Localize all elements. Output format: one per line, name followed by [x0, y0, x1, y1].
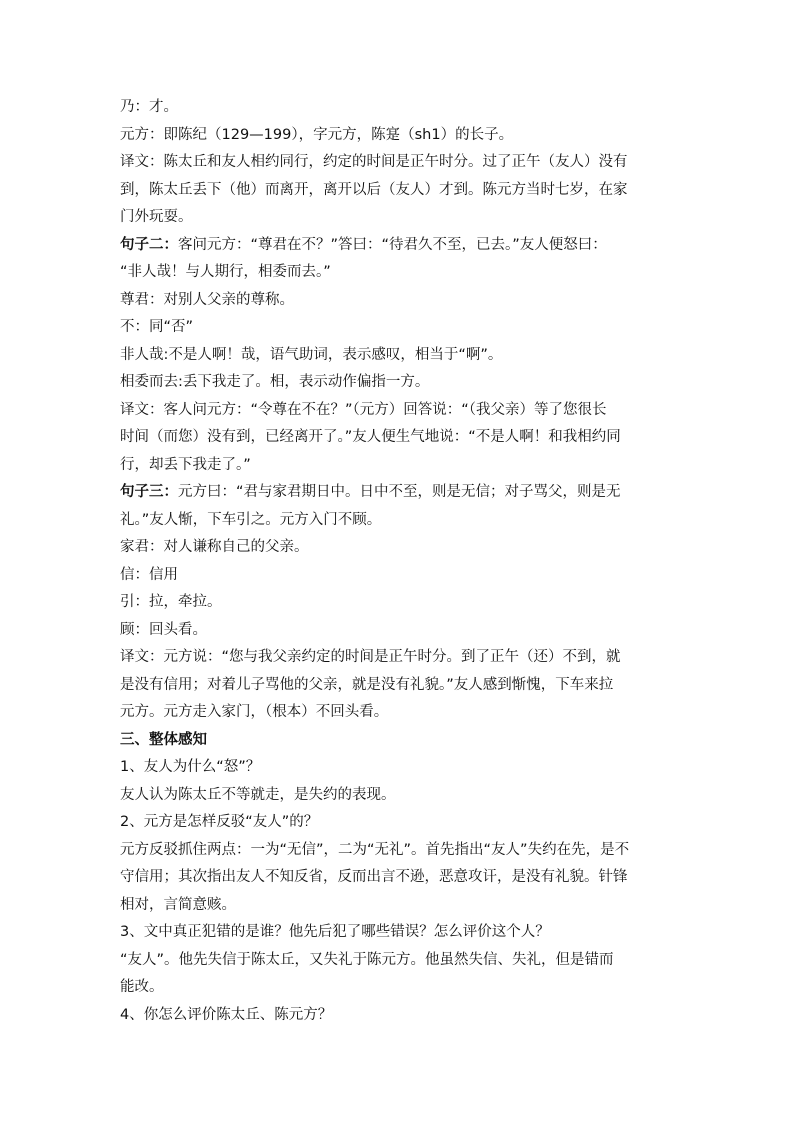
- section-heading: 三、整体感知: [120, 731, 207, 748]
- text-line: [120, 644, 680, 672]
- text-line: [120, 287, 680, 315]
- text-line: [120, 149, 680, 177]
- text-line: [120, 479, 680, 507]
- text-line: [120, 672, 680, 700]
- text-line: [120, 974, 680, 1002]
- line-text: 客问元方：“尊君在不？”答曰：“待君久不至，已去。”友人便怒曰：: [178, 236, 607, 253]
- text-line: [120, 369, 680, 397]
- text-line: [120, 727, 680, 755]
- sentence-heading: 句子三：: [120, 484, 178, 500]
- text-line: [120, 1002, 680, 1030]
- line-text: 相对，言简意赅。: [120, 896, 236, 913]
- line-text: 4、你怎么评价陈太丘、陈元方？: [120, 1006, 333, 1023]
- line-text: 译文：客人问元方：“令尊在不在？”（元方）回答说：“（我父亲）等了您很长: [120, 401, 607, 418]
- line-text: 时间（而您）没有到，已经离开了。”友人便生气地说：“不是人啊！和我相约同: [120, 429, 621, 445]
- text-line: [120, 534, 680, 562]
- line-text: 译文：陈太丘和友人相约同行，约定的时间是正午时分。过了正午（友人）没有: [120, 154, 628, 170]
- text-line: [120, 397, 680, 425]
- text-line: [120, 562, 680, 590]
- line-text: 尊君：对别人父亲的尊称。: [120, 291, 294, 308]
- line-text: 礼。”友人惭，下车引之。元方入门不顾。: [120, 511, 382, 528]
- line-text: 相委而去:丢下我走了。相，表示动作偏指一方。: [120, 374, 430, 390]
- text-line: [120, 259, 680, 287]
- text-line: [120, 204, 680, 232]
- text-line: [120, 507, 680, 535]
- text-line: [120, 892, 680, 920]
- text-line: [120, 837, 680, 865]
- line-text: 能改。: [120, 979, 164, 995]
- text-line: [120, 782, 680, 810]
- text-line: [120, 177, 680, 205]
- line-text: 信：信用: [120, 566, 178, 583]
- line-text: “非人哉！与人期行，相委而去。”: [120, 264, 331, 280]
- text-line: [120, 589, 680, 617]
- text-line: [120, 452, 680, 480]
- line-text: 家君：对人谦称自己的父亲。: [120, 539, 309, 555]
- line-text: 友人认为陈太丘不等就走，是失约的表现。: [120, 786, 396, 803]
- line-text: 是没有信用；对着儿子骂他的父亲，就是没有礼貌。”友人感到惭愧，下车来拉: [120, 676, 614, 693]
- line-text: 守信用；其次指出友人不知反省，反而出言不逊，恶意攻讦，是没有礼貌。针锋: [120, 869, 628, 885]
- line-text: 元方曰：“君与家君期日中。日中不至，则是无信；对子骂父，则是无: [178, 484, 621, 500]
- text-line: [120, 754, 680, 782]
- line-text: 元方反驳抓住两点：一为“无信”，二为“无礼”。首先指出“友人”失约在先，是不: [120, 841, 630, 858]
- line-text: 译文：元方说：“您与我父亲约定的时间是正午时分。到了正午（还）不到，就: [120, 649, 621, 665]
- line-text: 非人哉:不是人啊！哉，语气助词，表示感叹，相当于“啊”。: [120, 346, 503, 363]
- line-text: 1、友人为什么“怒”？: [120, 759, 261, 775]
- text-line: [120, 424, 680, 452]
- line-text: 乃：才。: [120, 99, 178, 115]
- text-line: [120, 122, 680, 150]
- text-line: [120, 314, 680, 342]
- line-text: 顾：回头看。: [120, 621, 207, 638]
- text-line: [120, 617, 680, 645]
- text-line: [120, 94, 680, 122]
- line-text: 行，却丢下我走了。”: [120, 456, 251, 473]
- line-text: 不：同“否”: [120, 319, 194, 335]
- line-text: 2、元方是怎样反驳“友人”的？: [120, 814, 319, 830]
- line-text: 引：拉，牵拉。: [120, 594, 222, 610]
- line-text: 元方。元方走入家门，（根本）不回头看。: [120, 704, 389, 720]
- line-text: 到，陈太丘丢下（他）而离开，离开以后（友人）才到。陈元方当时七岁，在家: [120, 181, 628, 198]
- line-text: 元方：即陈纪（129—199），字元方，陈寔（sh1）的长子。: [120, 126, 514, 143]
- text-line: [120, 809, 680, 837]
- line-text: 门外玩耍。: [120, 209, 193, 225]
- text-line: [120, 947, 680, 975]
- text-line: [120, 699, 680, 727]
- text-line: [120, 342, 680, 370]
- document-page: [120, 94, 680, 1029]
- sentence-heading: 句子二：: [120, 236, 178, 253]
- line-text: 3、文中真正犯错的是谁？他先后犯了哪些错误？怎么评价这个人？: [120, 924, 550, 940]
- text-line: [120, 864, 680, 892]
- text-line: [120, 232, 680, 260]
- text-line: [120, 919, 680, 947]
- line-text: “友人”。他先失信于陈太丘，又失礼于陈元方。他虽然失信、失礼，但是错而: [120, 951, 614, 968]
